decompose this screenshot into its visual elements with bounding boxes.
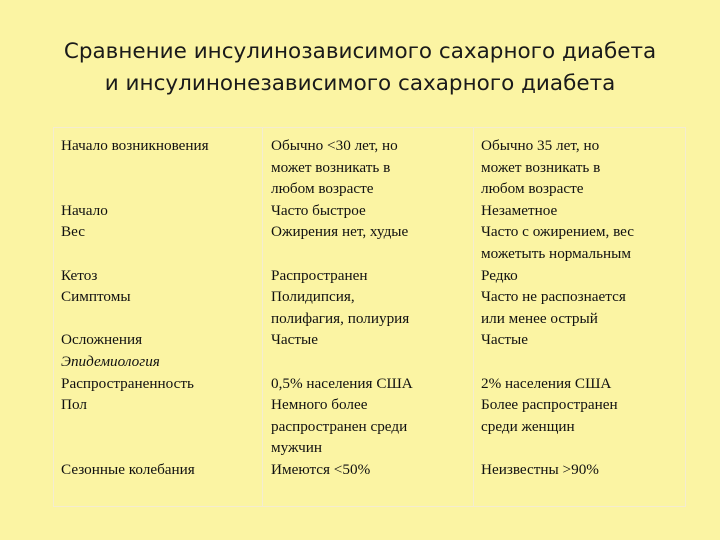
cell-type1-line: мужчин xyxy=(271,439,323,457)
cell-type1-line: 0,5% населения США xyxy=(271,374,413,392)
cell-onset-label: Начало возникновения xyxy=(61,137,209,154)
cell-type1-line xyxy=(271,243,413,265)
cell-type2-line: Редко xyxy=(481,266,518,284)
cell-ketosis-label: Кетоз xyxy=(61,266,98,284)
cell-type2-line xyxy=(481,437,634,459)
cell-seasonal-label: Сезонные колебания xyxy=(61,460,195,478)
cell-type1-line: Распространен xyxy=(271,266,368,284)
cell-type2-line: можетыть нормальным xyxy=(481,244,631,262)
cell-blank xyxy=(61,157,209,179)
cell-type1-line: Полидипсия, xyxy=(271,288,355,306)
cell-epidemiology-label: Эпидемиология xyxy=(61,352,160,370)
title-line-2: и инсулинонезависимого сахарного диабета xyxy=(104,71,616,96)
cell-blank xyxy=(61,243,209,265)
cell-type2-line: Часто с ожирением, вес xyxy=(481,223,635,241)
cell-type2-line: Более распространен xyxy=(481,396,618,414)
cell-type1-line: Обычно <30 лет, но xyxy=(271,137,398,154)
cell-start-label: Начало xyxy=(61,201,108,219)
cell-type1-line xyxy=(271,351,413,373)
cell-type2-line: любом возрасте xyxy=(481,180,584,198)
cell-type1-line: Ожирения нет, худые xyxy=(271,223,409,241)
table-divider-2 xyxy=(473,127,474,507)
page-title xyxy=(0,36,720,100)
cell-type1-line: Частые xyxy=(271,331,318,349)
table-column-type2 xyxy=(481,135,634,481)
cell-type1-line: полифагия, полиурия xyxy=(271,309,410,327)
cell-type1-line: Немного более xyxy=(271,396,368,414)
table-column-parameters xyxy=(61,135,209,481)
cell-type2-line: среди женщин xyxy=(481,417,575,435)
cell-type2-line: или менее острый xyxy=(481,309,598,327)
cell-complications-label: Осложнения xyxy=(61,331,143,349)
cell-type2-line: может возникать в xyxy=(481,158,601,176)
cell-weight-label: Вес xyxy=(61,223,85,241)
cell-type1-line: любом возрасте xyxy=(271,180,374,198)
cell-type2-line: Частые xyxy=(481,331,528,349)
cell-blank xyxy=(61,308,209,330)
cell-type2-line xyxy=(481,351,634,373)
cell-type1-line: может возникать в xyxy=(271,158,391,176)
cell-type1-line: распространен среди xyxy=(271,417,408,435)
cell-type1-line: Имеются <50% xyxy=(271,460,371,478)
table-divider-1 xyxy=(262,127,263,507)
table-column-type1 xyxy=(271,135,413,481)
cell-type2-line: Незаметное xyxy=(481,201,558,219)
cell-sex-label: Пол xyxy=(61,396,87,414)
cell-type2-line: Неизвестны >90% xyxy=(481,460,599,478)
cell-type1-line: Часто быстрое xyxy=(271,201,366,219)
cell-blank xyxy=(61,437,209,459)
cell-blank xyxy=(61,178,209,200)
cell-type2-line: 2% населения США xyxy=(481,374,612,392)
cell-type2-line: Часто не распознается xyxy=(481,288,626,306)
cell-symptoms-label: Симптомы xyxy=(61,288,131,306)
cell-prevalence-label: Распространенность xyxy=(61,374,194,392)
cell-type2-line: Обычно 35 лет, но xyxy=(481,137,600,154)
title-line-1: Сравнение инсулинозависимого сахарного диабета xyxy=(63,39,657,64)
cell-blank xyxy=(61,416,209,438)
